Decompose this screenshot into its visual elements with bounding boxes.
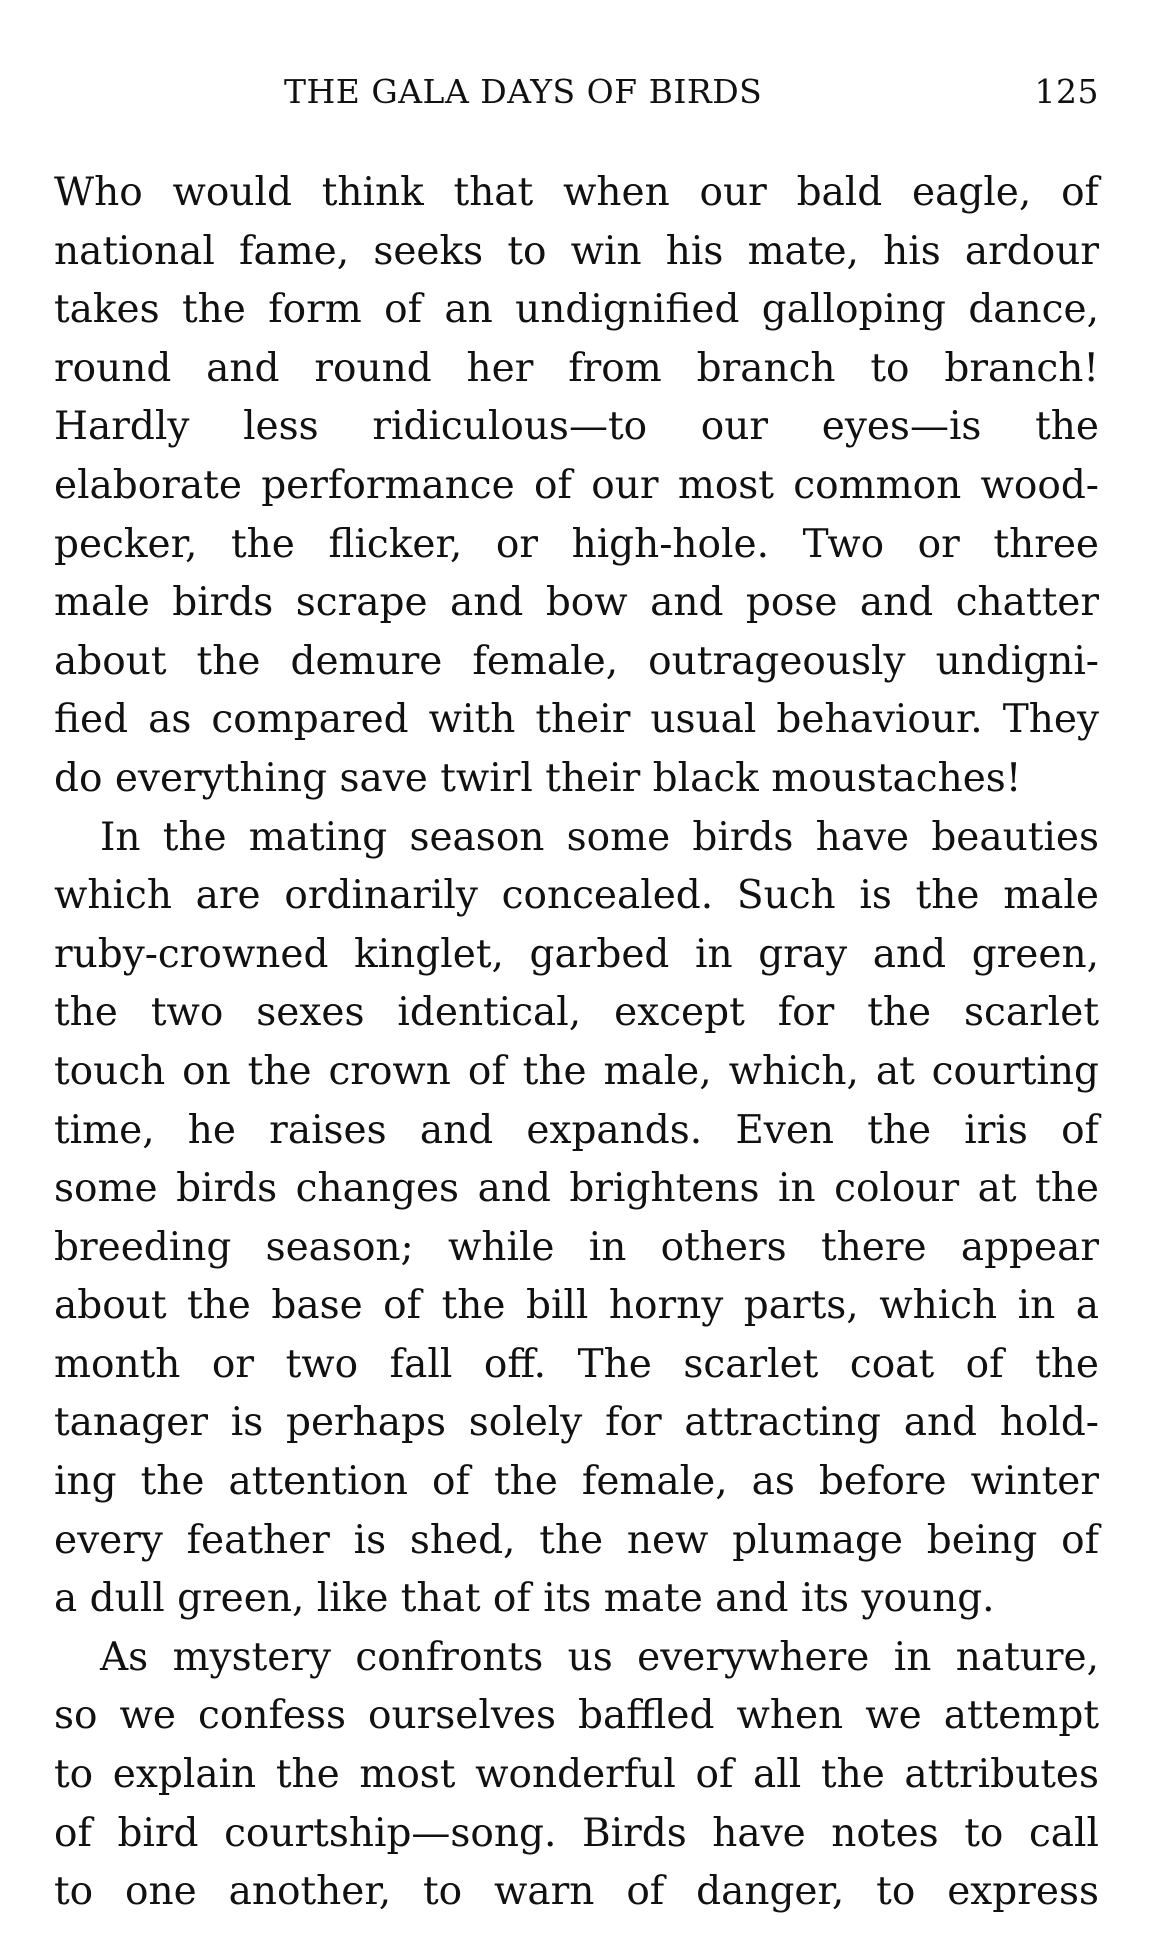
text-line: breeding season; while in others there appear bbox=[54, 1224, 1099, 1270]
text-line: elaborate performance of our most common wood- bbox=[54, 462, 1099, 508]
text-line: month or two fall off. The scarlet coat of the bbox=[54, 1341, 1099, 1387]
book-page bbox=[54, 0, 1099, 1922]
body-text bbox=[54, 164, 1099, 1922]
text-line: every feather is shed, the new plumage being of bbox=[54, 1517, 1099, 1563]
text-line: national fame, seeks to win his mate, his ardour bbox=[54, 228, 1099, 274]
text-line: a dull green, like that of its mate and its young. bbox=[54, 1576, 995, 1622]
text-line: tanager is perhaps solely for attracting and hold- bbox=[54, 1400, 1099, 1446]
paragraph bbox=[54, 1629, 1099, 1922]
text-line: do everything save twirl their black moustaches! bbox=[54, 755, 1022, 801]
text-line: about the demure female, outrageously undigni- bbox=[54, 638, 1099, 684]
paragraph bbox=[54, 809, 1099, 1629]
running-head-title: THE GALA DAYS OF BIRDS bbox=[284, 72, 763, 111]
text-line: the two sexes identical, except for the scarlet bbox=[54, 990, 1099, 1036]
text-line: ruby-crowned kinglet, garbed in gray and green, bbox=[54, 931, 1099, 977]
text-line: to one another, to warn of danger, to express bbox=[54, 1869, 1099, 1915]
text-line: ing the attention of the female, as before winter bbox=[54, 1459, 1099, 1505]
text-line: about the base of the bill horny parts, which in a bbox=[54, 1283, 1099, 1329]
running-head bbox=[54, 72, 1099, 136]
paragraph bbox=[54, 164, 1099, 809]
text-line: fied as compared with their usual behaviour. They bbox=[54, 697, 1099, 743]
text-line: As mystery confronts us everywhere in nature, bbox=[100, 1634, 1099, 1680]
text-line: of bird courtship—song. Birds have notes to call bbox=[54, 1810, 1099, 1856]
text-line: Hardly less ridiculous—to our eyes—is the bbox=[54, 404, 1099, 450]
text-line: some birds changes and brightens in colour at the bbox=[54, 1166, 1099, 1212]
text-line: In the mating season some birds have beauties bbox=[100, 814, 1099, 860]
text-line: male birds scrape and bow and pose and chatter bbox=[54, 580, 1099, 626]
text-line: pecker, the flicker, or high-hole. Two or three bbox=[54, 521, 1099, 567]
page-number: 125 bbox=[1034, 72, 1099, 111]
text-line: round and round her from branch to branch! bbox=[54, 345, 1099, 391]
text-line: touch on the crown of the male, which, at courting bbox=[54, 1048, 1099, 1094]
text-line: takes the form of an undignified galloping dance, bbox=[54, 287, 1099, 333]
text-line: to explain the most wonderful of all the attributes bbox=[54, 1752, 1099, 1798]
text-line: time, he raises and expands. Even the iris of bbox=[54, 1107, 1099, 1153]
text-line: which are ordinarily concealed. Such is the male bbox=[54, 873, 1099, 919]
text-line: so we confess ourselves baffled when we attempt bbox=[54, 1693, 1099, 1739]
text-line: Who would think that when our bald eagle, of bbox=[54, 170, 1099, 215]
